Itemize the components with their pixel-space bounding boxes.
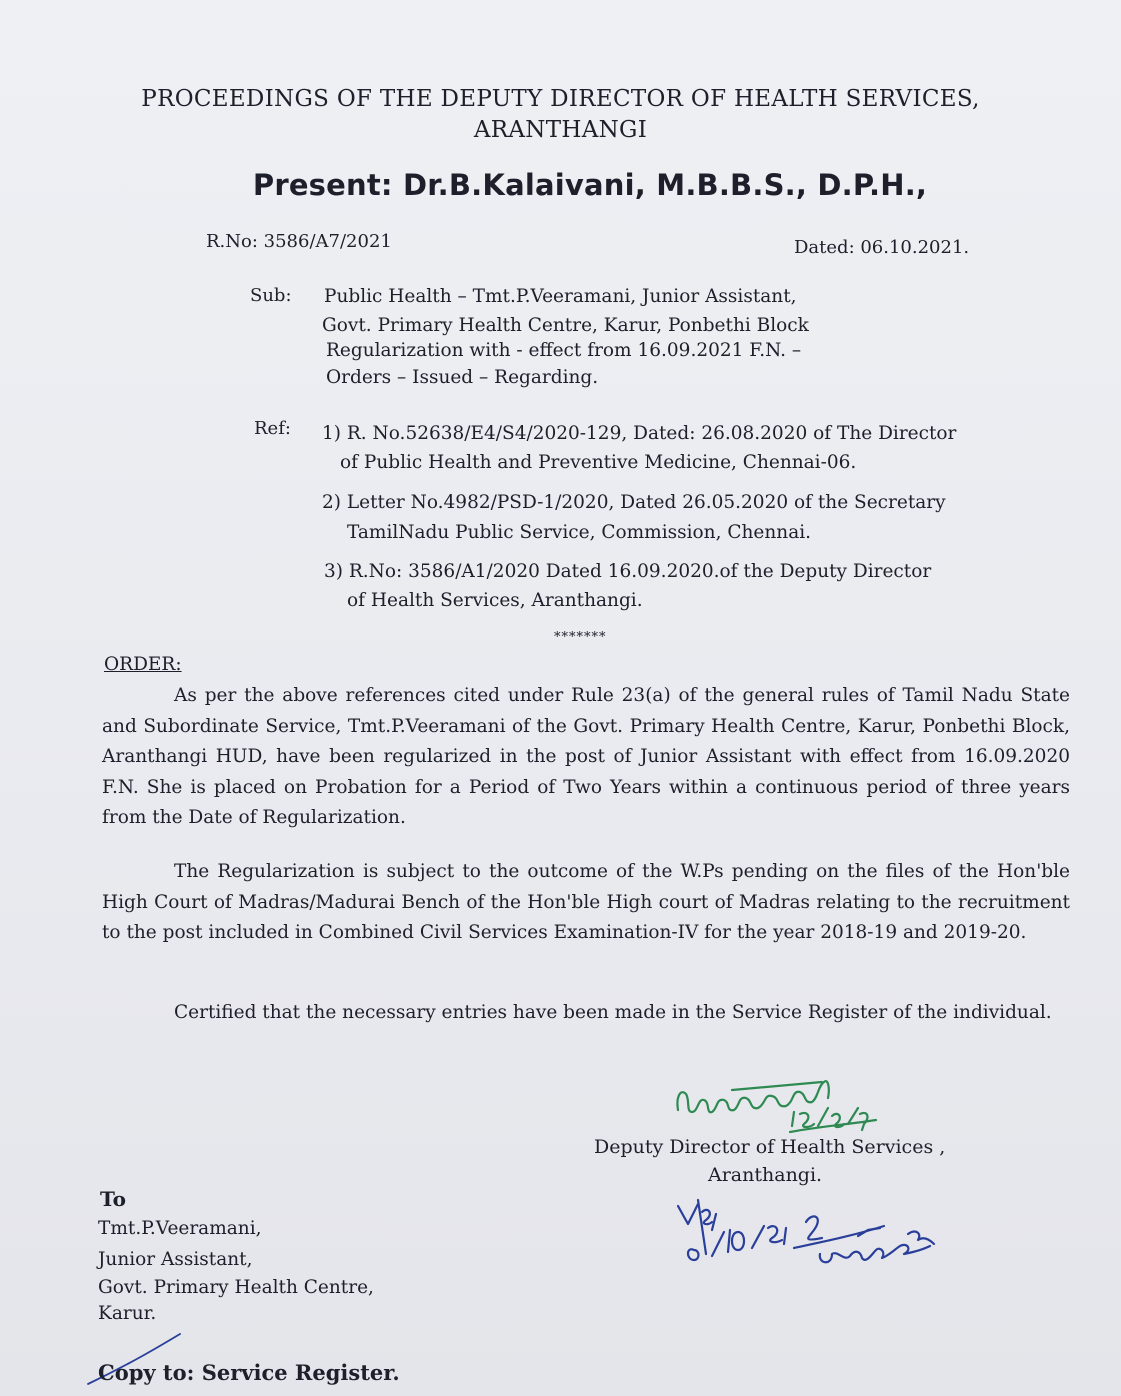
handwritten-receipt-text: பதிவுமாணி 13/10/21 <box>672 1068 683 1069</box>
subject-label: Sub: <box>250 285 292 306</box>
order-paragraph <box>102 681 1070 834</box>
order-paragraph-text: As per the above references cited under Rule 23(a) of the general rules of Tamil Nadu State and Subordinate Service, Tmt.P.Veeramani of the Govt. Primary Health Centre, Karur, Ponbethi Block, Aranthangi HUD, have been regularized in the post of Junior Assistant with effect from 16.09.2020 F.N. She is placed on Probation for a Period of Two Years within a continuous period of three years from the Date of Regularization. <box>102 685 1070 828</box>
reference-item: 3) R.No: 3586/A1/2020 Dated 16.09.2020.of the Deputy Director <box>324 561 932 582</box>
reference-label: Ref: <box>254 418 291 439</box>
signatory-place: Aranthangi. <box>708 1164 823 1186</box>
date: Dated: 06.10.2021. <box>794 237 970 258</box>
handwritten-date-text: 6/10/21 2 பெற்றுக் <box>672 1192 681 1193</box>
subject-line: Regularization with - effect from 16.09.2021 F.N. – <box>326 340 802 361</box>
order-paragraph <box>102 857 1070 949</box>
order-title: ORDER: <box>104 654 182 675</box>
reference-number: R.No: 3586/A7/2021 <box>206 231 392 252</box>
reference-item: 1) R. No.52638/E4/S4/2020-129, Dated: 26.08.2020 of The Director <box>322 423 957 444</box>
copy-to: Copy to: Service Register. <box>98 1360 400 1385</box>
heading-line-1: PROCEEDINGS OF THE DEPUTY DIRECTOR OF HEALTH SERVICES, <box>141 86 980 112</box>
reference-item: TamilNadu Public Service, Commission, Chennai. <box>347 522 812 543</box>
signatory-designation: Deputy Director of Health Services , <box>594 1136 946 1158</box>
subject-line: Govt. Primary Health Centre, Karur, Ponbethi Block <box>322 315 809 336</box>
reference-item: of Health Services, Aranthangi. <box>347 590 643 611</box>
recipient-line: Govt. Primary Health Centre, <box>98 1277 374 1298</box>
subject-line: Public Health – Tmt.P.Veeramani, Junior Assistant, <box>324 286 797 307</box>
reference-item: of Public Health and Preventive Medicine, Chennai-06. <box>340 452 857 473</box>
order-paragraph-text: Certified that the necessary entries have been made in the Service Register of the individual. <box>174 1002 1052 1023</box>
recipient-line: Tmt.P.Veeramani, <box>98 1218 262 1239</box>
order-paragraph-text: The Regularization is subject to the outcome of the W.Ps pending on the files of the Hon'ble High Court of Madras/Madurai Bench of the Hon'ble High court of Madras relating to the recruitment to the post included in Combined Civil Services Examination-IV for the year 2018-19 and 2019-20. <box>102 861 1070 943</box>
present-officer: Present: Dr.B.Kalaivani, M.B.B.S., D.P.H., <box>252 168 928 202</box>
reference-item: 2) Letter No.4982/PSD-1/2020, Dated 26.05.2020 of the Secretary <box>322 492 946 513</box>
recipient-line: Karur. <box>98 1303 157 1324</box>
recipient-line: Junior Assistant, <box>98 1249 253 1270</box>
handwritten-date-signature <box>672 1192 952 1282</box>
to-label: To <box>100 1187 126 1211</box>
heading-line-2: ARANTHANGI <box>473 117 648 143</box>
subject-line: Orders – Issued – Regarding. <box>326 367 599 388</box>
separator: ******* <box>554 630 607 645</box>
order-paragraph <box>102 998 1070 1029</box>
